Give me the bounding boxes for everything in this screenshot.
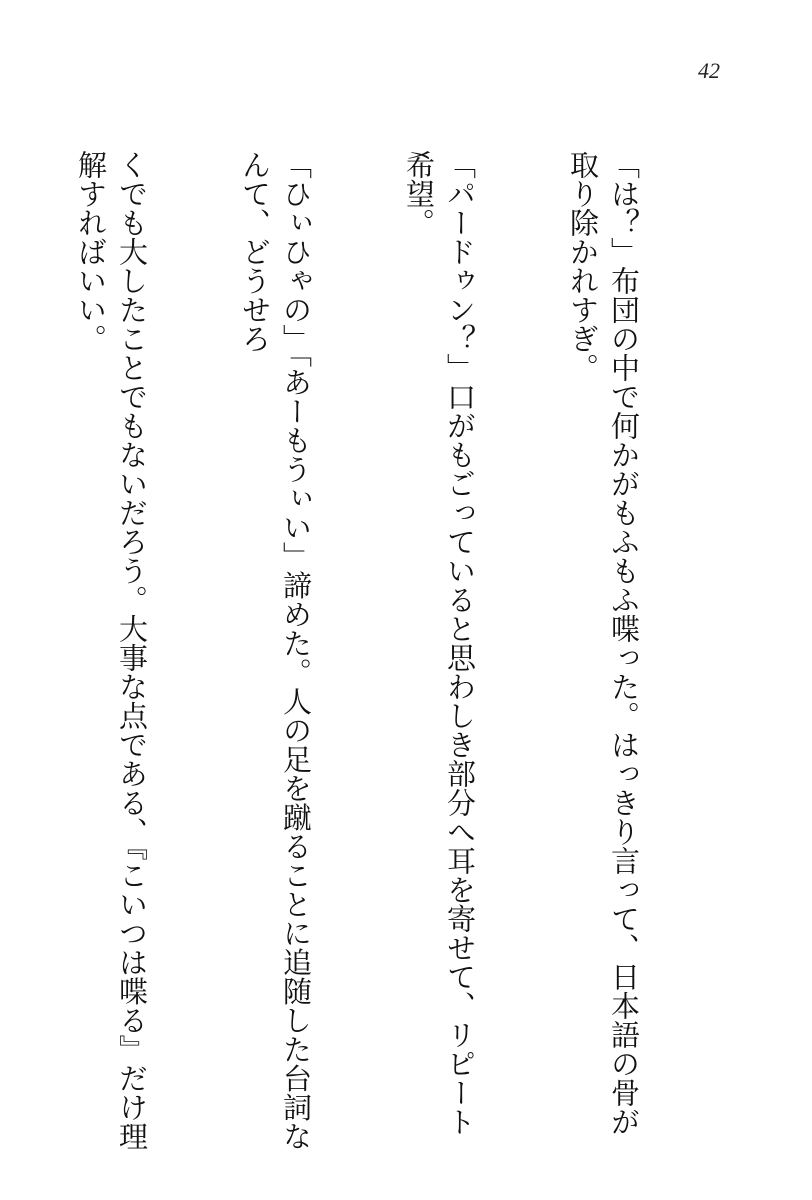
page-number: 42 bbox=[698, 58, 720, 83]
text-line: 「パードゥン？」口がもごっていると思わしき部分へ耳を寄せて、リピート希望。 bbox=[402, 150, 477, 1136]
text-line: くでも大したことでもないだろう。大事な点である、『こいつは喋る』だけ理解すればいい。 bbox=[74, 150, 149, 1151]
body-text bbox=[66, 150, 726, 1160]
text-line: 「ひぃひゃの」「あーもうぃい」諦めた。人の足を蹴ることに追随した台詞なんて、どうせろ bbox=[238, 150, 313, 1151]
text-line: 「は？」布団の中で何かがもふもふ喋った。はっきり言って、日本語の骨が取り除かれすぎ。 bbox=[566, 150, 641, 1136]
